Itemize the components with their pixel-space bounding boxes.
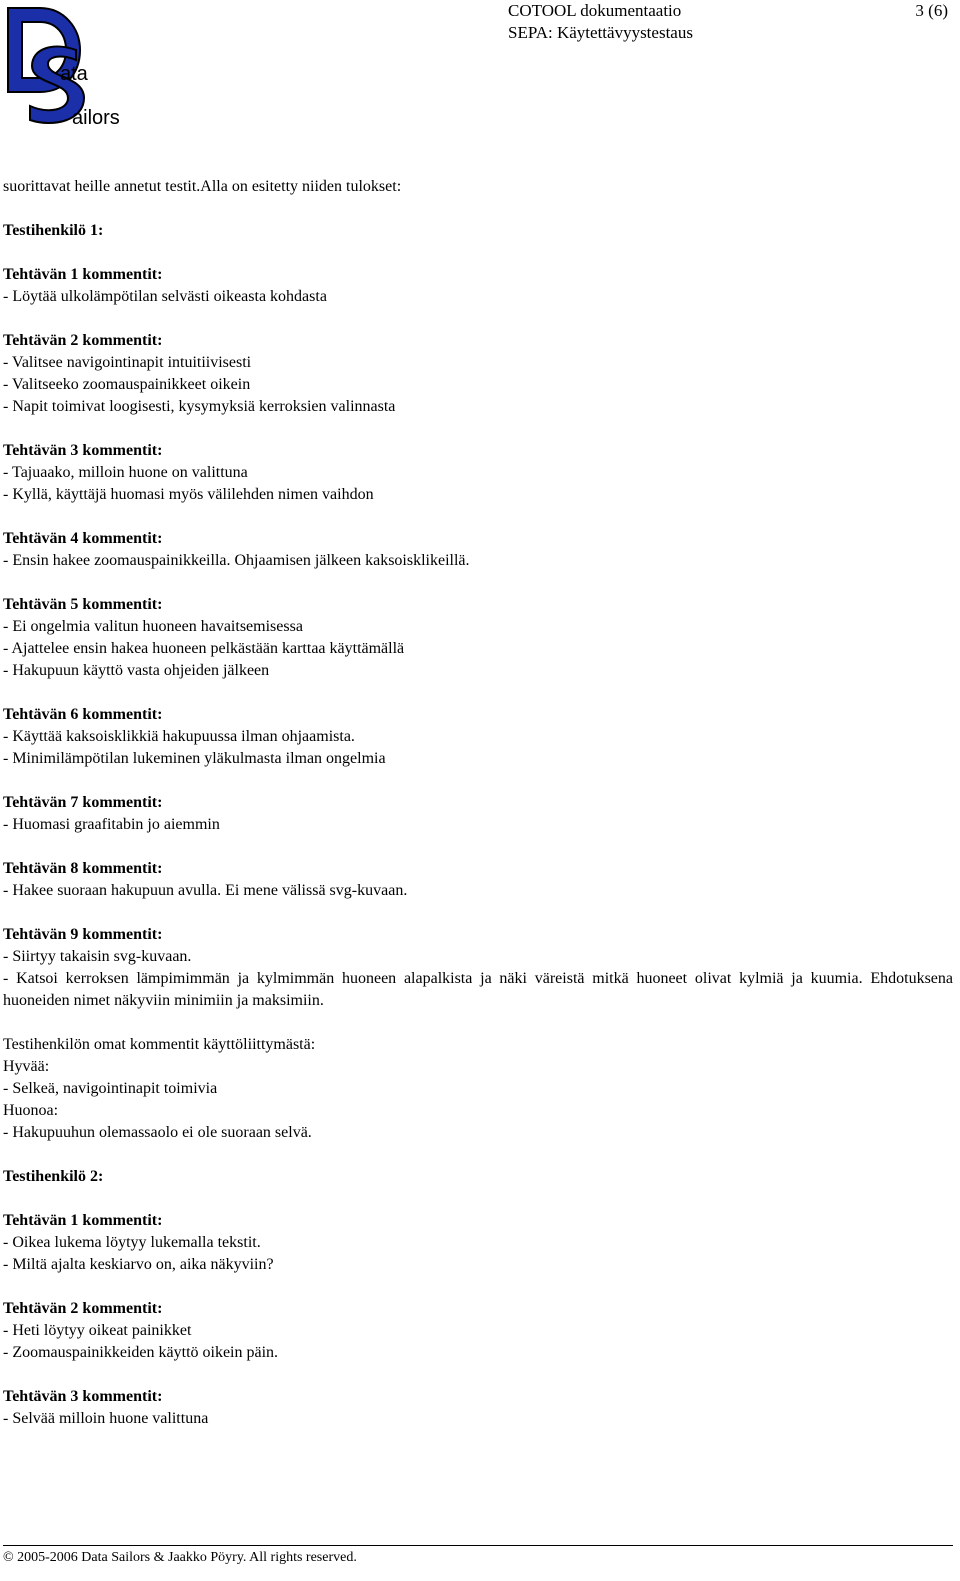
- blank-line: [3, 1012, 953, 1034]
- section-heading: Tehtävän 2 kommentit:: [3, 1300, 163, 1317]
- blank-line: [3, 572, 953, 594]
- document-subtitle: SEPA: Käytettävyystestaus: [508, 23, 693, 42]
- text-line: - Hakee suoraan hakupuun avulla. Ei mene välissä svg-kuvaan.: [3, 882, 408, 899]
- section-heading: Tehtävän 1 kommentit:: [3, 266, 163, 283]
- text-line: - Oikea lukema löytyy lukemalla tekstit.: [3, 1234, 261, 1251]
- text-line: - Siirtyy takaisin svg-kuvaan.: [3, 948, 192, 965]
- text-line: - Heti löytyy oikeat painikket: [3, 1322, 192, 1339]
- text-line: - Ajattelee ensin hakea huoneen pelkästään karttaa käyttämällä: [3, 640, 405, 657]
- section-heading: Testihenkilö 1:: [3, 222, 104, 239]
- text-line: - Valitseeko zoomauspainikkeet oikein: [3, 376, 251, 393]
- text-line: - Ei ongelmia valitun huoneen havaitsemisessa: [3, 618, 303, 635]
- text-line: - Katsoi kerroksen lämpimimmän ja kylmimmän huoneen alapalkista ja näki väreistä mitkä huoneet olivat kylmiä ja kuumia. Ehdotuksena huoneiden nimet näkyviin minimiin ja maksimiin.: [3, 970, 953, 1009]
- text-line: - Valitsee navigointinapit intuitiivisesti: [3, 354, 252, 371]
- blank-line: [3, 836, 953, 858]
- section-heading: Tehtävän 1 kommentit:: [3, 1212, 163, 1229]
- document-title: COTOOL dokumentaatio: [508, 1, 682, 20]
- section-heading: Tehtävän 8 kommentit:: [3, 860, 163, 877]
- text-line: Huonoa:: [3, 1102, 59, 1119]
- text-line: - Huomasi graafitabin jo aiemmin: [3, 816, 220, 833]
- page-number: 3 (6): [915, 1, 948, 20]
- text-line: - Miltä ajalta keskiarvo on, aika näkyviin?: [3, 1256, 274, 1273]
- page-header: [508, 0, 948, 44]
- section-heading: Tehtävän 9 kommentit:: [3, 926, 163, 943]
- section-heading: Tehtävän 4 kommentit:: [3, 530, 163, 547]
- logo-mark: [2, 2, 142, 130]
- blank-line: [3, 902, 953, 924]
- text-line: - Käyttää kaksoisklikkiä hakupuussa ilman ohjaamista.: [3, 728, 355, 745]
- text-line: - Selkeä, navigointinapit toimivia: [3, 1080, 218, 1097]
- blank-line: [3, 682, 953, 704]
- section-heading: Tehtävän 6 kommentit:: [3, 706, 163, 723]
- blank-line: [3, 308, 953, 330]
- section-heading: Tehtävän 3 kommentit:: [3, 1388, 163, 1405]
- text-line: Testihenkilön omat kommentit käyttöliittymästä:: [3, 1036, 316, 1053]
- text-line: - Hakupuuhun olemassaolo ei ole suoraan selvä.: [3, 1124, 312, 1141]
- section-heading: Tehtävän 3 kommentit:: [3, 442, 163, 459]
- data-sailors-logo: [2, 2, 142, 130]
- blank-line: [3, 198, 953, 220]
- blank-line: [3, 1144, 953, 1166]
- blank-line: [3, 242, 953, 264]
- section-heading: Testihenkilö 2:: [3, 1168, 104, 1185]
- text-line: - Kyllä, käyttäjä huomasi myös välilehden nimen vaihdon: [3, 486, 374, 503]
- text-line: - Napit toimivat loogisesti, kysymyksiä kerroksien valinnasta: [3, 398, 396, 415]
- footer-copyright: © 2005-2006 Data Sailors & Jaakko Pöyry. All rights reserved.: [3, 1550, 357, 1565]
- text-line: - Zoomauspainikkeiden käyttö oikein päin.: [3, 1344, 279, 1361]
- text-line: - Löytää ulkolämpötilan selvästi oikeasta kohdasta: [3, 288, 327, 305]
- blank-line: [3, 418, 953, 440]
- section-heading: Tehtävän 7 kommentit:: [3, 794, 163, 811]
- section-heading: Tehtävän 5 kommentit:: [3, 596, 163, 613]
- text-line: Hyvää:: [3, 1058, 50, 1075]
- text-line: - Hakupuun käyttö vasta ohjeiden jälkeen: [3, 662, 270, 679]
- blank-line: [3, 1188, 953, 1210]
- blank-line: [3, 506, 953, 528]
- footer-divider: [3, 1545, 953, 1546]
- blank-line: [3, 770, 953, 792]
- text-line: - Tajuaako, milloin huone on valittuna: [3, 464, 248, 481]
- text-line: - Selvää milloin huone valittuna: [3, 1410, 209, 1427]
- svg-text:ailors: ailors: [72, 107, 120, 129]
- text-line: - Minimilämpötilan lukeminen yläkulmasta ilman ongelmia: [3, 750, 386, 767]
- svg-text:ata: ata: [60, 63, 88, 85]
- document-body: [3, 176, 953, 1430]
- text-line: - Ensin hakee zoomauspainikkeilla. Ohjaamisen jälkeen kaksoisklikeillä.: [3, 552, 470, 569]
- blank-line: [3, 1276, 953, 1298]
- blank-line: [3, 1364, 953, 1386]
- text-line: suorittavat heille annetut testit.Alla on esitetty niiden tulokset:: [3, 178, 402, 195]
- section-heading: Tehtävän 2 kommentit:: [3, 332, 163, 349]
